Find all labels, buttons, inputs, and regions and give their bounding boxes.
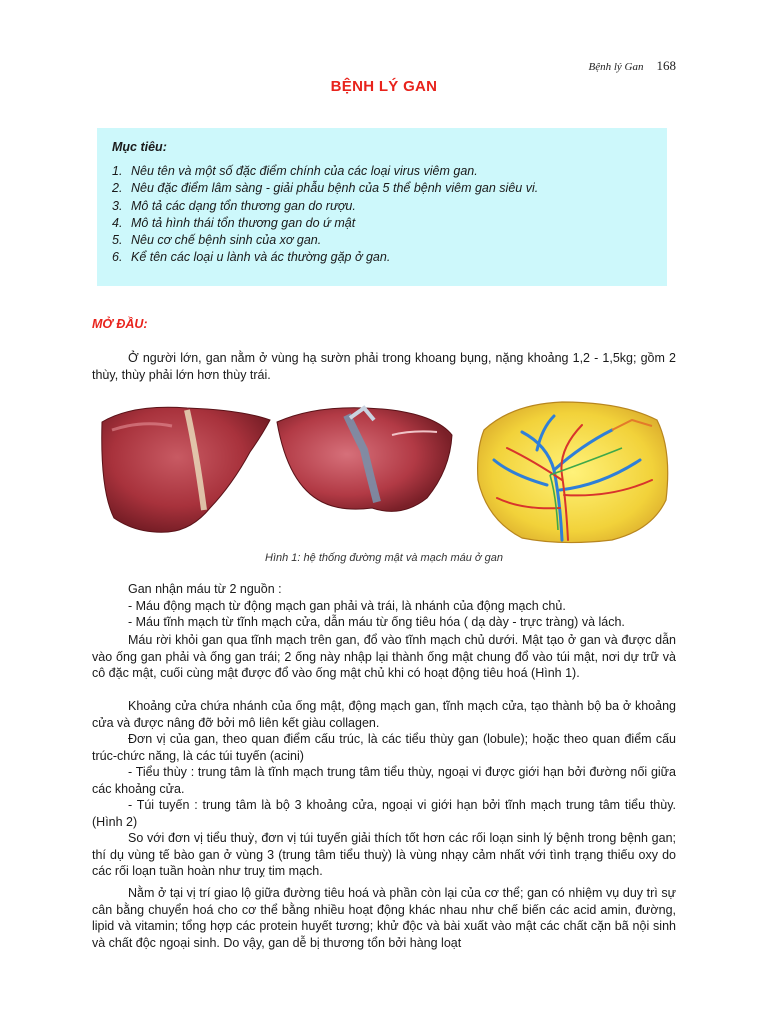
item-number: 6. bbox=[112, 250, 123, 265]
item-number: 5. bbox=[112, 233, 123, 248]
running-header bbox=[589, 58, 676, 74]
objectives-list bbox=[112, 163, 667, 267]
page-title: BỆNH LÝ GAN bbox=[330, 78, 438, 95]
item-text: Nêu tên và một số đặc điểm chính của các loại virus viêm gan. bbox=[131, 164, 478, 178]
list-item bbox=[112, 249, 667, 266]
list-item bbox=[112, 232, 667, 249]
item-number: 1. bbox=[112, 164, 123, 178]
item-number: 3. bbox=[112, 198, 123, 213]
item-text: Mô tả các dạng tổn thương gan do rượu. bbox=[131, 198, 356, 213]
objectives-box bbox=[97, 128, 667, 286]
bile-paragraph: Máu rời khỏi gan qua tĩnh mạch trên gan, đổ vào tĩnh mạch chủ dưới. Mật tạo ở gan và được dẫn vào ống gan phải và ống gan trái; 2 ống này nhập lại thành ống mật chung đổ vào túi mật, nơi dự trữ và cô đặc mật, cuối cùng mật được đổ vào ống mật chủ khi có hoạt động tiêu hoá (Hình 1). bbox=[92, 633, 676, 681]
figure-caption: Hình 1: hệ thống đường mật và mạch máu ở gan bbox=[265, 552, 503, 564]
objectives-heading: Mục tiêu: bbox=[112, 140, 167, 154]
intro-heading: MỞ ĐẦU: bbox=[92, 317, 148, 331]
list-item bbox=[112, 163, 667, 180]
biliary-vascular-diagram bbox=[478, 402, 668, 543]
liver-posterior-image bbox=[277, 408, 452, 512]
item-number: 2. bbox=[112, 181, 123, 196]
list-item bbox=[112, 180, 667, 197]
comparison-paragraph: So với đơn vị tiểu thuỳ, đơn vị túi tuyến giải thích tốt hơn các rối loạn sinh lý bệnh trong bệnh gan; thí dụ vùng tế bào gan ở vùng 3 (trung tâm tiểu thuỳ) là vùng nhạy cảm nhất với tình trạng thiếu oxy do các rối loạn tuần hoàn như truỵ tim mạch. bbox=[92, 831, 676, 879]
item-text: Kể tên các loại u lành và ác thường gặp ở gan. bbox=[131, 250, 391, 265]
portal-paragraph: Khoảng cửa chứa nhánh của ống mật, động mạch gan, tĩnh mạch cửa, tạo thành bộ ba ở khoảng cửa và được nâng đỡ bởi mô liên kết giàu collagen. bbox=[92, 699, 676, 730]
unit-paragraph: Đơn vị của gan, theo quan điểm cấu trúc, là các tiểu thùy gan (lobule); hoặc theo quan điểm cấu trúc-chức năng, là các túi tuyến (acini) bbox=[92, 732, 676, 763]
acinus-paragraph: - Túi tuyến : trung tâm là bộ 3 khoảng cửa, ngoại vi giới hạn bởi tĩnh mạch trung tâm tiểu thùy. (Hình 2) bbox=[92, 798, 676, 829]
list-item bbox=[112, 215, 667, 232]
liver-figure bbox=[92, 390, 682, 548]
intro-paragraph: Ở người lớn, gan nằm ở vùng hạ sườn phải trong khoang bụng, nặng khoảng 1,2 - 1,5kg; gồm 2 thùy, thùy phải lớn hơn thùy trái. bbox=[92, 351, 676, 382]
item-text: Nêu đặc điểm lâm sàng - giải phẫu bệnh của 5 thể bệnh viêm gan siêu vi. bbox=[131, 181, 539, 196]
liver-anterior-image bbox=[102, 407, 270, 532]
blood-supply-item: - Máu động mạch từ động mạch gan phải và trái, là nhánh của động mạch chủ. bbox=[128, 599, 566, 613]
header-section-title: Bệnh lý Gan bbox=[588, 61, 644, 73]
item-number: 4. bbox=[112, 215, 123, 230]
page-number: 168 bbox=[656, 58, 676, 73]
blood-supply-item: - Máu tĩnh mạch từ tĩnh mạch cửa, dẫn máu từ ống tiêu hóa ( dạ dày - trực tràng) và lách. bbox=[128, 615, 625, 629]
blood-supply-intro: Gan nhận máu từ 2 nguồn : bbox=[128, 582, 282, 596]
lobule-paragraph: - Tiểu thùy : trung tâm là tĩnh mạch trung tâm tiểu thùy, ngoại vi được giới hạn bởi đường nối giữa các khoảng cửa. bbox=[92, 765, 676, 796]
list-item bbox=[112, 198, 667, 215]
function-paragraph: Nằm ở tại vị trí giao lộ giữa đường tiêu hoá và phần còn lại của cơ thể; gan có nhiệm vụ duy trì sự cân bằng chuyển hoá cho cơ thể bằng nhiều hoạt động khác nhau như chế biến các acid amin, đường, lipid và vitamin; tổng hợp các protein huyết tương; khử độc và bài xuất vào mật các chất cặn bã nội sinh và chất độc ngoại sinh. Do vậy, gan dễ bị thương tổn bởi hàng loạt bbox=[92, 886, 676, 950]
item-text: Mô tả hình thái tổn thương gan do ứ mật bbox=[131, 215, 356, 230]
item-text: Nêu cơ chế bệnh sinh của xơ gan. bbox=[131, 233, 322, 248]
